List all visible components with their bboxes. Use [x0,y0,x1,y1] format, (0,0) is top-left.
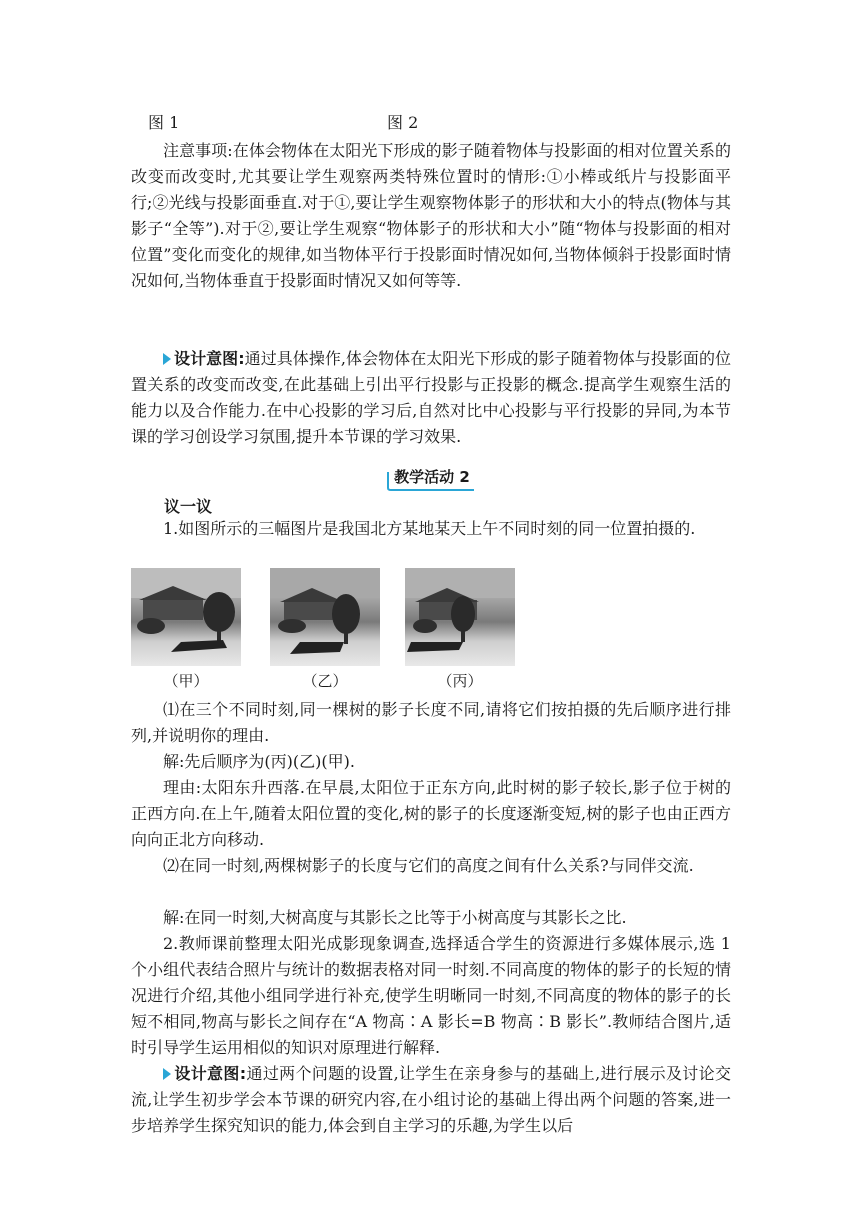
question-1-intro: 1.如图所示的三幅图片是我国北方某地某天上午不同时刻的同一位置拍摄的. [163,519,696,538]
landscape-photo-icon [405,568,515,666]
question-1-part-1: ⑴在三个不同时刻,同一棵树的影子长度不同,请将它们按拍摄的先后顺序进行排列,并说明你的理由. [131,700,731,745]
subheading: 议一议 [164,497,213,516]
figure-1-caption: 图 1 [148,113,180,132]
design-intent-label: 设计意图: [174,1064,247,1083]
figure-2-caption: 图 2 [387,113,419,132]
landscape-photo-icon [131,568,241,666]
question-2-paragraph: 2.教师课前整理太阳光成影现象调查,选择适合学生的资源进行多媒体展示,选 1 个小组代表结合照片与统计的数据表格对同一时刻.不同高度的物体的影子的长短的情况进行介绍,其他小组同学进行补充,使学生明晰同一时刻,不同高度的物体的影子的长短不相同,物高与影长之间存在“A 物高∶A 影长=B 物高∶B 影长”.教师结合图片,适时引导学生运用相似的知识对原理进行解释. [131,934,731,1057]
design-intent-text: 通过两个问题的设置,让学生在亲身参与的基础上,进行展示及讨论交流,让学生初步学会本节课的研究内容,在小组讨论的基础上得出两个问题的答案,进一步培养学生探究知识的能力,体会到自主学习的乐趣,为学生以后 [131,1064,731,1135]
question-1-answer-2: 解:在同一时刻,大树高度与其影长之比等于小树高度与其影长之比. [163,908,627,927]
triangle-bullet-icon [163,353,171,365]
photo-bing [405,568,515,666]
photo-jia [131,568,241,666]
activity-title-badge [386,466,478,490]
question-1-part-2: ⑵在同一时刻,两棵树影子的长度与它们的高度之间有什么关系?与同伴交流. [163,856,694,875]
photo-label-yi: （乙） [302,672,348,690]
question-1-reason: 理由:太阳东升西落.在早晨,太阳位于正东方向,此时树的影子较长,影子位于树的正西方向.在上午,随着太阳位置的变化,树的影子的长度逐渐变短,树的影子也由正西方向向正北方向移动. [131,778,731,849]
photo-label-bing: （丙） [437,672,483,690]
design-intent-2 [131,1061,731,1139]
activity-title: 教学活动 2 [394,468,470,486]
photo-label-jia: （甲） [163,672,209,690]
design-intent-1 [131,346,731,450]
triangle-bullet-icon [163,1068,171,1080]
photo-yi [270,568,380,666]
note-paragraph: 注意事项:在体会物体在太阳光下形成的影子随着物体与投影面的相对位置关系的改变而改变时,尤其要让学生观察两类特殊位置时的情形:①小棒或纸片与投影面平行;②光线与投影面垂直.对于①,要让学生观察物体影子的形状和大小的特点(物体与其影子“全等”).对于②,要让学生观察“物体影子的形状和大小”随“物体与投影面的相对位置”变化而变化的规律,如当物体平行于投影面时情况如何,当物体倾斜于投影面时情况如何,当物体垂直于投影面时情况又如何等等. [131,141,731,290]
design-intent-label: 设计意图: [174,349,245,368]
question-1-answer-1: 解:先后顺序为(丙)(乙)(甲). [163,752,355,771]
design-intent-text: 通过具体操作,体会物体在太阳光下形成的影子随着物体与投影面的位置关系的改变而改变,在此基础上引出平行投影与正投影的概念.提高学生观察生活的能力以及合作能力.在中心投影的学习后,自然对比中心投影与平行投影的异同,为本节课的学习创设学习氛围,提升本节课的学习效果. [131,349,731,446]
landscape-photo-icon [270,568,380,666]
